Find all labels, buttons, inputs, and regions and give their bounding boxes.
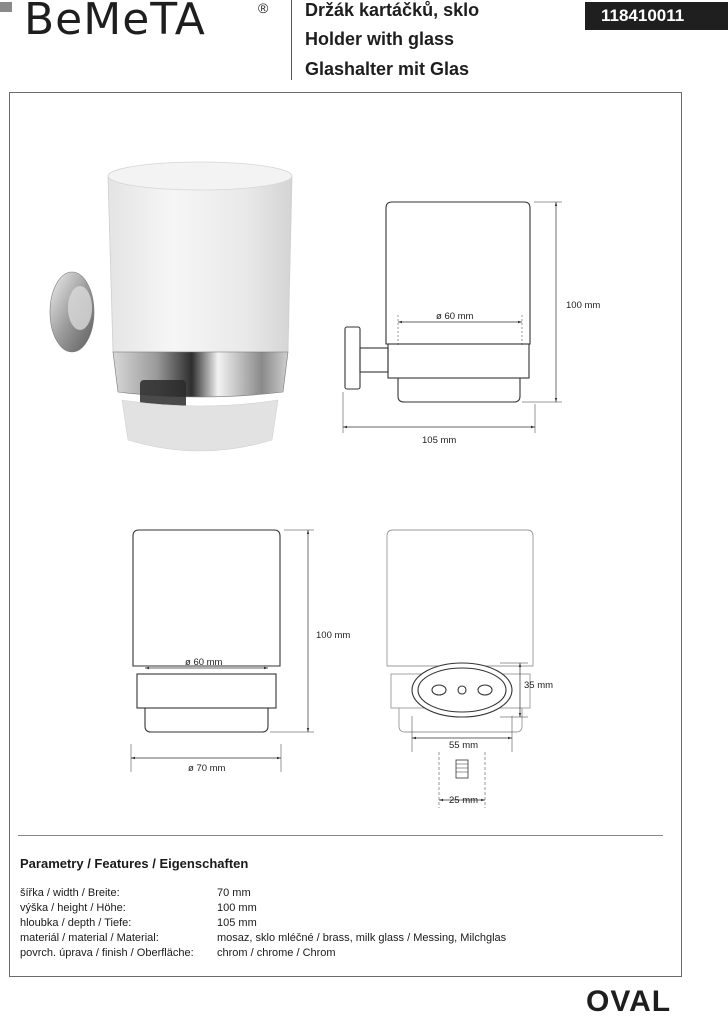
product-title-cz: Držák kartáčků, sklo	[305, 0, 480, 20]
product-title-de: Glashalter mit Glas	[305, 59, 470, 79]
front-base-diameter-label: ø 70 mm	[188, 763, 226, 774]
side-glass-diameter-label: ø 60 mm	[436, 311, 474, 322]
feature-value: mosaz, sklo mléčné / brass, milk glass / Messing, Milchglas	[217, 932, 507, 944]
front-glass-diameter-label: ø 60 mm	[185, 657, 223, 668]
feature-value: 100 mm	[217, 902, 257, 914]
feature-value: chrom / chrome / Chrom	[217, 947, 336, 959]
feature-label: výška / height / Höhe:	[20, 902, 126, 914]
front-view	[131, 530, 314, 772]
brand-logo: BeMeTA	[24, 0, 206, 45]
series-name: OVAL	[586, 985, 672, 1018]
side-height-label: 100 mm	[566, 300, 601, 311]
feature-label: povrch. úprava / finish / Oberfläche:	[20, 947, 194, 959]
back-plate-width-label: 55 mm	[449, 740, 479, 751]
features-title: Parametry / Features / Eigenschaften	[20, 856, 249, 871]
feature-label: šířka / width / Breite:	[20, 887, 120, 899]
feature-value: 105 mm	[217, 917, 257, 929]
features-divider	[18, 835, 663, 836]
feature-value: 70 mm	[217, 887, 251, 899]
feature-label: hloubka / depth / Tiefe:	[20, 917, 132, 929]
registered-mark: ®	[258, 0, 269, 16]
glass-cup	[108, 168, 292, 352]
feature-label: materiál / material / Material:	[20, 932, 159, 944]
wall-plate-view	[412, 663, 512, 717]
front-height-label: 100 mm	[316, 630, 351, 641]
back-plate-height-label: 35 mm	[524, 680, 554, 691]
back-hole-spacing-label: 25 mm	[449, 795, 479, 806]
side-depth-label: 105 mm	[422, 435, 457, 446]
product-code: 118410011	[601, 6, 685, 25]
product-title-en: Holder with glass	[305, 29, 455, 49]
product-photo	[50, 162, 292, 451]
